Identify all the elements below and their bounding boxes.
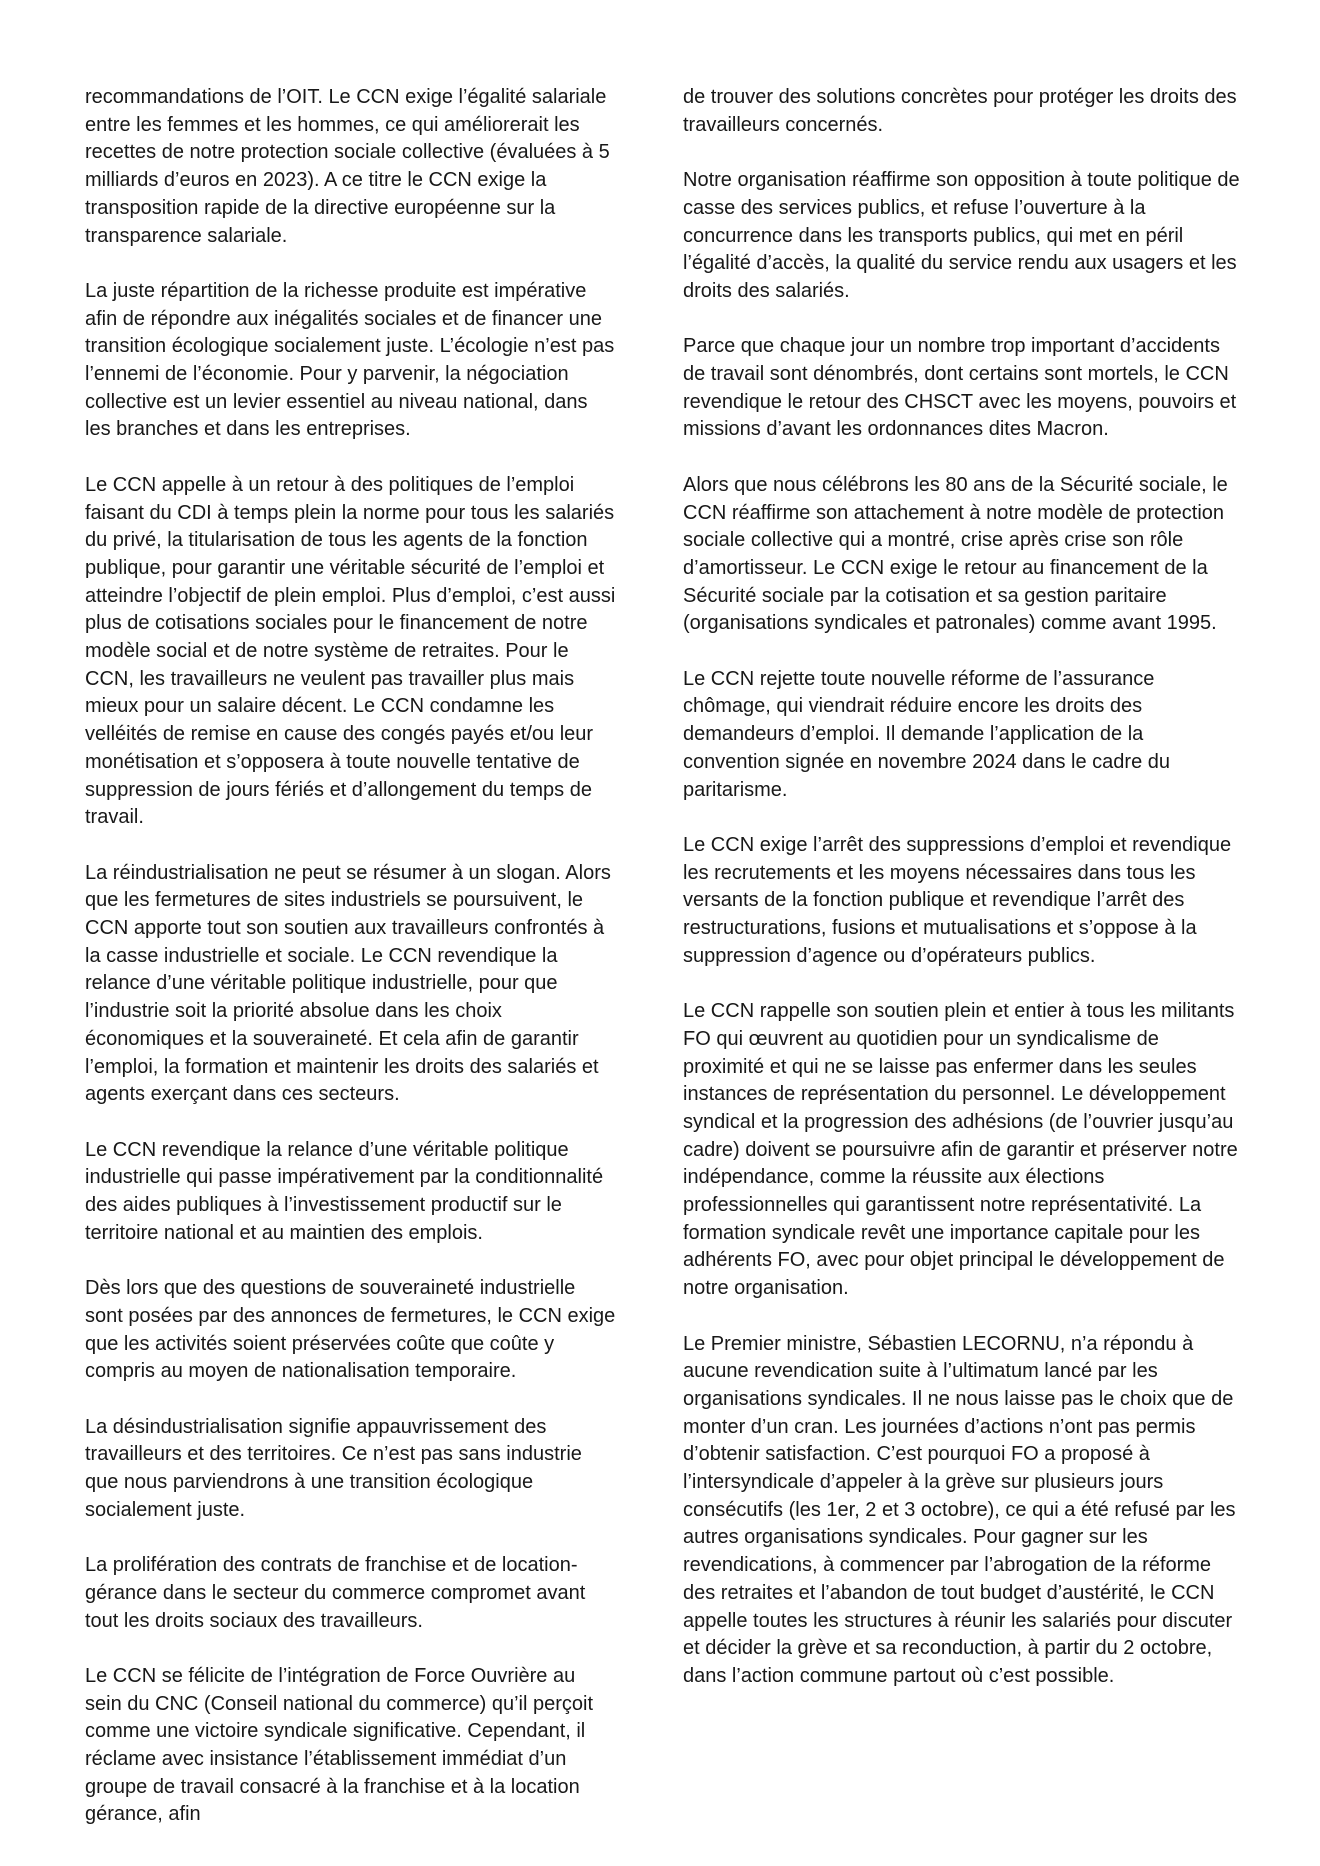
paragraph: de trouver des solutions concrètes pour protéger les droits des travailleurs concernés. — [683, 86, 1237, 136]
text-column-right — [683, 84, 1245, 1718]
paragraph: La juste répartition de la richesse produite est impérative afin de répondre aux inégalités sociales et de financer une transition écologique socialement juste. L’écologie n’est pas l’ennemi de l’économie. Pour y parvenir, la négociation collective est un levier essentiel au niveau national, dans les branches et dans les entreprises. — [85, 279, 615, 441]
paragraph: Parce que chaque jour un nombre trop important d’accidents de travail sont dénombrés, dont certains sont mortels, le CCN revendique le retour des CHSCT avec les moyens, pouvoirs et missions d’avant les ordonnances dites Macron. — [683, 335, 1237, 441]
paragraph: recommandations de l’OIT. Le CCN exige l’égalité salariale entre les femmes et les hommes, ce qui améliorerait les recettes de notre protection sociale collective (évaluées à 5 milliards d’euros en 2023). A ce titre le CCN exige la transposition rapide de la directive européenne sur la transparence salariale. — [85, 86, 610, 247]
paragraph: Dès lors que des questions de souveraineté industrielle sont posées par des annonces de fermetures, le CCN exige que les activités soient préservées coûte que coûte y compris au moyen de nationalisation temporaire. — [85, 1277, 616, 1383]
paragraph: Le CCN rejette toute nouvelle réforme de l’assurance chômage, qui viendrait réduire encore les droits des demandeurs d’emploi. Il demande l’application de la convention signée en novembre 2024 dans le cadre du paritarisme. — [683, 667, 1171, 801]
paragraph: Le Premier ministre, Sébastien LECORNU, n’a répondu à aucune revendication suite à l’ultimatum lancé par les organisations syndicales. Il ne nous laisse pas le choix que de monter d’un cran. Les journées d’actions n’ont pas permis d’obtenir satisfaction. C’est pourquoi FO a proposé à l’intersyndicale d’appeler à la grève sur plusieurs jours consécutifs (les 1er, 2 et 3 octobre), ce qui a été refusé par les autres organisations syndicales. Pour gagner sur les revendications, à commencer par l’abrogation de la réforme des retraites et l’abandon de tout budget d’austérité, le CCN appelle toutes les structures à réunir les salariés pour discuter et décider la grève et sa reconduction, à partir du 2 octobre, dans l’action commune partout où c’est possible. — [683, 1332, 1236, 1687]
paragraph: Le CCN revendique la relance d’une véritable politique industrielle qui passe impérativement par la conditionnalité des aides publiques à l’investissement productif sur le territoire national et au maintien des emplois. — [85, 1138, 604, 1244]
text-column-left — [85, 84, 617, 1857]
paragraph: Le CCN se félicite de l’intégration de Force Ouvrière au sein du CNC (Conseil national du commerce) qu’il perçoit comme une victoire syndicale significative. Cependant, il réclame avec insistance l’établissement immédiat d’un groupe de travail consacré à la franchise et à la location gérance, afin — [85, 1664, 593, 1826]
paragraph: La désindustrialisation signifie appauvrissement des travailleurs et des territoires. Ce n’est pas sans industrie que nous parviendrons à une transition écologique socialement juste. — [85, 1415, 582, 1521]
paragraph: Le CCN rappelle son soutien plein et entier à tous les militants FO qui œuvrent au quotidien pour un syndicalisme de proximité et qui ne se laisse pas enfermer dans les seules instances de représentation du personnel. Le développement syndical et la progression des adhésions (de l’ouvrier jusqu’au cadre) doivent se poursuivre afin de garantir et préserver notre indépendance, comme la réussite aux élections professionnelles qui garantissent notre représentativité. La formation syndicale revêt une importance capitale pour les adhérents FO, avec pour objet principal le développement de notre organisation. — [683, 1000, 1238, 1300]
paragraph: La réindustrialisation ne peut se résumer à un slogan. Alors que les fermetures de sites industriels se poursuivent, le CCN apporte tout son soutien aux travailleurs confrontés à la casse industrielle et sociale. Le CCN revendique la relance d’une véritable politique industrielle, pour que l’industrie soit la priorité absolue dans les choix économiques et la souveraineté. Et cela afin de garantir l’emploi, la formation et maintenir les droits des salariés et agents exerçant dans ces secteurs. — [85, 861, 611, 1106]
paragraph: Le CCN exige l’arrêt des suppressions d’emploi et revendique les recrutements et les moyens nécessaires dans tous les versants de la fonction publique et revendique l’arrêt des restructurations, fusions et mutualisations et s’oppose à la suppression d’agence ou d’opérateurs publics. — [683, 833, 1232, 967]
paragraph: Le CCN appelle à un retour à des politiques de l’emploi faisant du CDI à temps plein la norme pour tous les salariés du privé, la titularisation de tous les agents de la fonction publique, pour garantir une véritable sécurité de l’emploi et atteindre l’objectif de plein emploi. Plus d’emploi, c’est aussi plus de cotisations sociales pour le financement de notre modèle social et de notre système de retraites. Pour le CCN, les travailleurs ne veulent pas travailler plus mais mieux pour un salaire décent. Le CCN condamne les velléités de remise en cause des congés payés et/ou leur monétisation et s’opposera à toute nouvelle tentative de suppression de jours fériés et d’allongement du temps de travail. — [85, 473, 616, 829]
paragraph: La prolifération des contrats de franchise et de location-gérance dans le secteur du commerce compromet avant tout les droits sociaux des travailleurs. — [85, 1554, 586, 1632]
paragraph: Alors que nous célébrons les 80 ans de la Sécurité sociale, le CCN réaffirme son attachement à notre modèle de protection sociale collective qui a montré, crise après crise son rôle d’amortisseur. Le CCN exige le retour au financement de la Sécurité sociale par la cotisation et sa gestion paritaire (organisations syndicales et patronales) comme avant 1995. — [683, 473, 1228, 635]
paragraph: Notre organisation réaffirme son opposition à toute politique de casse des services publics, et refuse l’ouverture à la concurrence dans les transports publics, qui met en péril l’égalité d’accès, la qualité du service rendu aux usagers et les droits des salariés. — [683, 169, 1240, 302]
